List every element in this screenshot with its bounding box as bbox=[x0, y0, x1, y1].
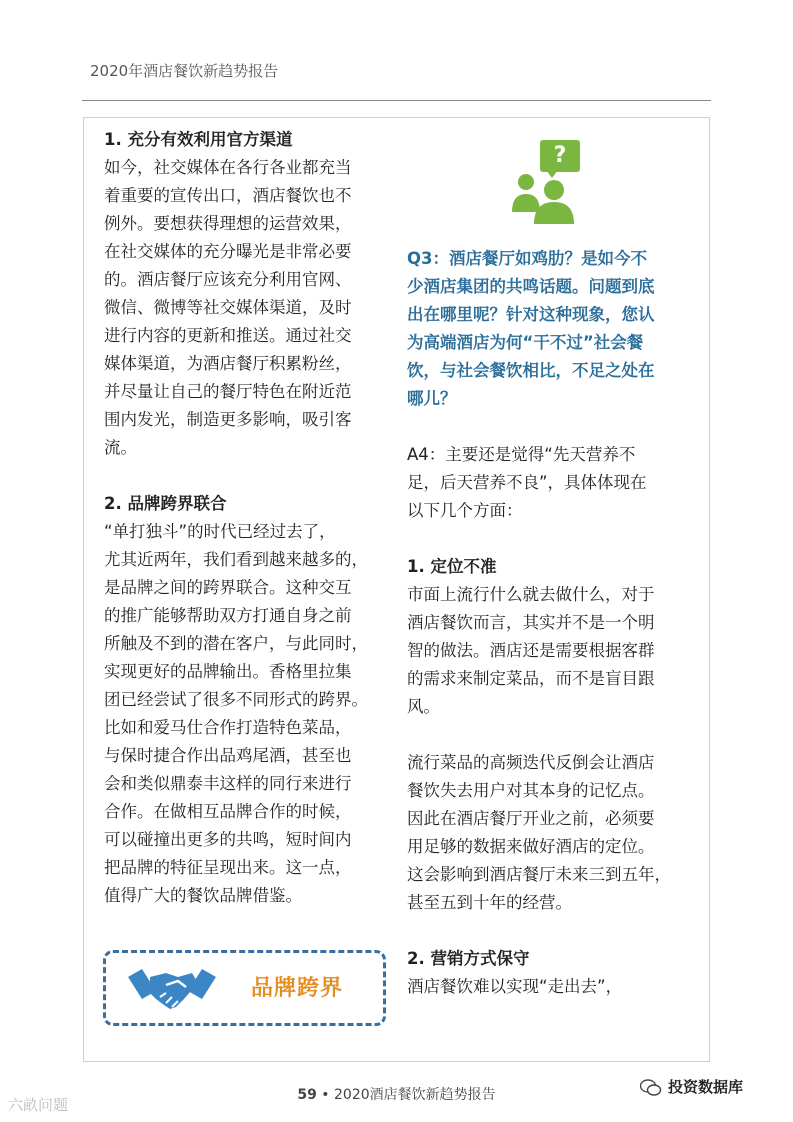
question-q3: Q3：酒店餐厅如鸡肋？是如今不 少酒店集团的共鸣话题。问题到底 出在哪里呢？针对这种现象，您认 为高端酒店为何“干不过”社会餐 饮，与社会餐饮相比，不足之处在 哪儿？ bbox=[407, 249, 655, 408]
point1-paragraph1: 市面上流行什么就去做什么，对于 酒店餐饮而言，其实并不是一个明 智的做法。酒店还是需要根据客群 的需求来制定菜品，而不是盲目跟 风。 bbox=[407, 585, 655, 716]
report-header-title: 2020年酒店餐饮新趋势报告 bbox=[90, 62, 279, 80]
point2-heading: 2. 营销方式保守 bbox=[407, 949, 530, 968]
page-number: 59 bbox=[297, 1087, 317, 1103]
footer-title: 2020酒店餐饮新趋势报告 bbox=[334, 1087, 496, 1103]
footer-separator: • bbox=[321, 1087, 330, 1103]
handshake-icon bbox=[126, 963, 218, 1015]
brand-crossover-box bbox=[103, 950, 386, 1026]
people-icon bbox=[510, 168, 582, 224]
header-divider bbox=[82, 100, 711, 101]
section2-paragraph: “单打独斗”的时代已经过去了， 尤其近两年，我们看到越来越多的， 是品牌之间的跨界联合。这种交互 的推广能够帮助双方打通自身之前 所触及不到的潜在客户，与此同时， 实现更好的品牌输出。香格里拉集 团已经尝试了很多不同形式的跨界。 比如和爱马仕合作打造特色菜品， 与保时捷合作出品鸡尾酒，甚至也 会和类似鼎泰丰这样的同行来进行 合作。在做相互品牌合作的时候， 可以碰撞出更多的共鸣，短时间内 把品牌的特征呈现出来。这一点， 值得广大的餐饮品牌借鉴。 bbox=[104, 522, 368, 905]
right-column bbox=[407, 245, 697, 1001]
question-people-icon bbox=[510, 140, 582, 224]
speech-bubble-icon: ? bbox=[540, 140, 580, 172]
point1-paragraph2: 流行菜品的高频迭代反倒会让酒店 餐饮失去用户对其本身的记忆点。 因此在酒店餐厅开业之前，必须要 用足够的数据来做好酒店的定位。 这会影响到酒店餐厅未来三到五年， 甚至五到十年的经营。 bbox=[407, 753, 671, 912]
answer-a4: A4：主要还是觉得“先天营养不 足，后天营养不良”，具体体现在 以下几个方面： bbox=[407, 445, 647, 520]
point1-heading: 1. 定位不准 bbox=[407, 557, 497, 576]
section1-heading: 1. 充分有效利用官方渠道 bbox=[104, 130, 293, 149]
left-column bbox=[104, 126, 394, 910]
section1-paragraph: 如今，社交媒体在各行各业都充当 着重要的宣传出口，酒店餐饮也不 例外。要想获得理想的运营效果， 在社交媒体的充分曝光是非常必要 的。酒店餐厅应该充分利用官网、 微信、微博等社交媒体渠道，及时 进行内容的更新和推送。通过社交 媒体渠道，为酒店餐厅积累粉丝， 并尽量让自己的餐厅特色在附近范 围内发光，制造更多影响，吸引客 流。 bbox=[104, 158, 352, 457]
section2-heading: 2. 品牌跨界联合 bbox=[104, 494, 227, 513]
point2-paragraph: 酒店餐饮难以实现“走出去”， bbox=[407, 977, 623, 996]
brand-crossover-label: 品牌跨界 bbox=[251, 976, 344, 1001]
watermark-left: 六畝问题 bbox=[8, 1096, 69, 1114]
watermark-right: 投资数据库 bbox=[640, 1076, 743, 1097]
wechat-icon bbox=[640, 1079, 662, 1097]
